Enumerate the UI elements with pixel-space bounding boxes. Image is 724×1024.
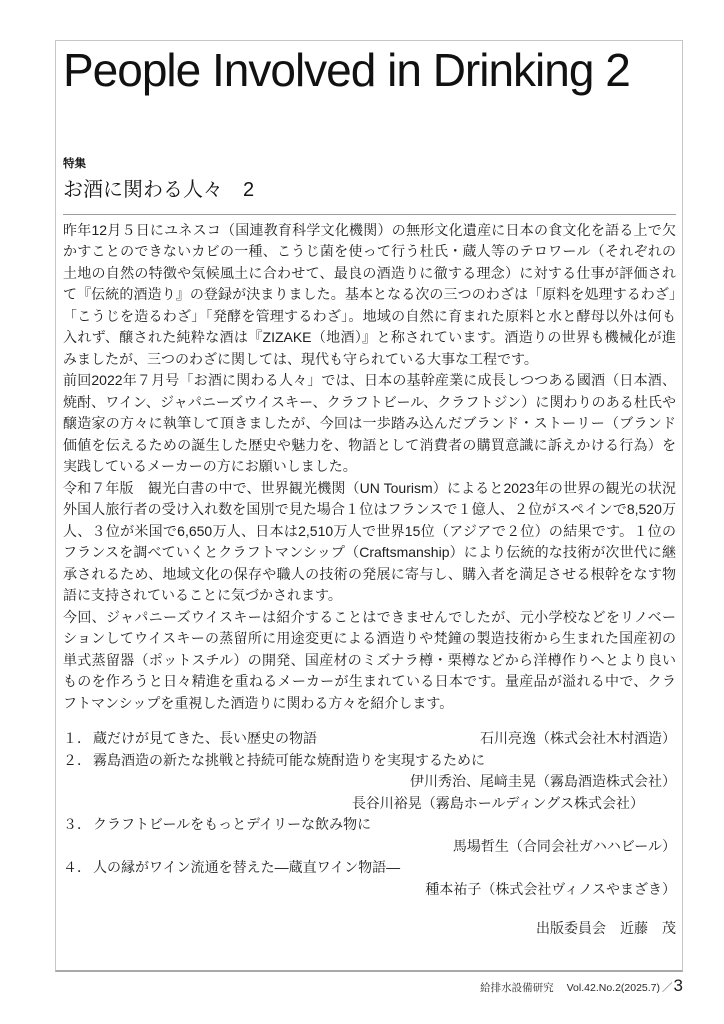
article-author: 馬場哲生（合同会社ガハハビール） (452, 837, 676, 854)
article-title: ２． 霧島酒造の新たな挑戦と持続可能な焼酎造りを実現するために (63, 751, 485, 768)
paragraph-1: 昨年12月５日にユネスコ（国連教育科学文化機関）の無形文化遺産に日本の食文化を語る上で欠かすことのできないカビの一種、こうじ菌を使って行う杜氏・蔵人等のテロワール（それぞれの土地の自然の特徴や気候風土に合わせて、最良の酒造りに徹する理念）に対する仕事が評価されて『伝統的酒造り』の登録が決まりました。基本となる次の三つのわざは「原料を処理するわざ」「こうじを造るわざ」「発酵を管理するわざ」。地域の自然に育まれた原料と水と酵母以外は何も入れず、醸された純粋な酒は『ZIZAKE（地酒）』と称されています。酒造りの世界も機械化が進みましたが、三つのわざに関しては、現代も守られている大事な工程です。 (63, 221, 676, 367)
article-title: １． 蔵だけが見てきた、長い歴史の物語 (63, 730, 317, 747)
article-number: １． (63, 730, 91, 747)
article-frame (55, 40, 683, 972)
article-author: 伊川秀治、尾﨑圭晃（霧島酒造株式会社） (410, 773, 676, 790)
article-number: ３． (63, 816, 91, 833)
paragraph-3: 令和７年版 観光白書の中で、世界観光機関（UN Tourism）によると2023年の世界の観光の状況外国人旅行者の受け入れ数を国別で見た場合１位はフランスで１億人、２位がスペインで8,520万人、３位が米国で6,650万人、日本は2,510万人で世界15位（アジアで２位）の結果です。１位のフランスを調べていくとクラフトマンシップ（Craftsmanship）により伝統的な技術が次世代に継承されるため、地域文化の保存や職人の技術の発展に寄与し、購入者を満足させる根幹をなす物語に支持されていることに気づかされます。 (63, 479, 676, 604)
article-title: ４． 人の縁がワイン流通を替えた―蔵直ワイン物語― (63, 859, 401, 876)
japanese-title: お酒に関わる人々 2 (63, 178, 255, 201)
paragraph-4: 今回、ジャパニーズウイスキーは紹介することはできませんでしたが、元小学校などをリノベーションしてウイスキーの蒸留所に用途変更による酒造りや梵鐘の製造技術から生まれた国産初の単式蒸留器（ポットスチル）の開発、国産材のミズナラ樽・栗樽などから洋樽作りへとより良いものを作ろうと日々精進を重ねるメーカーが生まれている日本です。量産品が溢れる中で、クラフトマンシップを重視した酒造りに関わる方々を紹介します。 (63, 608, 676, 711)
page-number: 3 (673, 976, 683, 995)
signature: 出版委員会 近藤 茂 (536, 920, 676, 937)
article-item-1 (63, 728, 676, 750)
article-number: ４． (63, 859, 91, 876)
article-item-3 (63, 814, 676, 857)
article-author: 長谷川裕晃（霧島ホールディングス株式会社） (351, 794, 644, 811)
body-text (63, 220, 676, 715)
article-author: 種本祐子（株式会社ヴィノスやまざき） (425, 880, 676, 897)
article-author: 石川亮逸（株式会社木村酒造） (480, 730, 676, 747)
paragraph-2: 前回2022年７月号「お酒に関わる人々」では、日本の基幹産業に成長しつつある國酒（日本酒、焼酎、ワイン、ジャパニーズウイスキー、クラフトビール、クラフトジン）に関わりのある杜氏や醸造家の方々に執筆して頂きましたが、今回は一歩踏み込んだブランド・ストーリー（ブランド価値を伝えるための誕生した歴史や魅力を、物語として消費者の購買意識に訴えかける行為）を実践しているメーカーの方にお願いしました。 (63, 372, 676, 475)
page-footer (480, 976, 683, 996)
article-title: ３． クラフトビールをもっとデイリーな飲み物に (63, 816, 372, 833)
title-divider (63, 214, 676, 215)
article-list (63, 728, 676, 900)
footer-separator: ／ (662, 982, 673, 994)
article-item-2 (63, 750, 676, 815)
issue-number: Vol.42.No.2(2025.7) (566, 982, 661, 994)
journal-name: 給排水設備研究 (480, 982, 554, 994)
article-number: ２． (63, 751, 91, 768)
article-item-4 (63, 857, 676, 900)
feature-label: 特集 (63, 157, 86, 170)
english-title: People Involved in Drinking 2 (63, 44, 630, 96)
